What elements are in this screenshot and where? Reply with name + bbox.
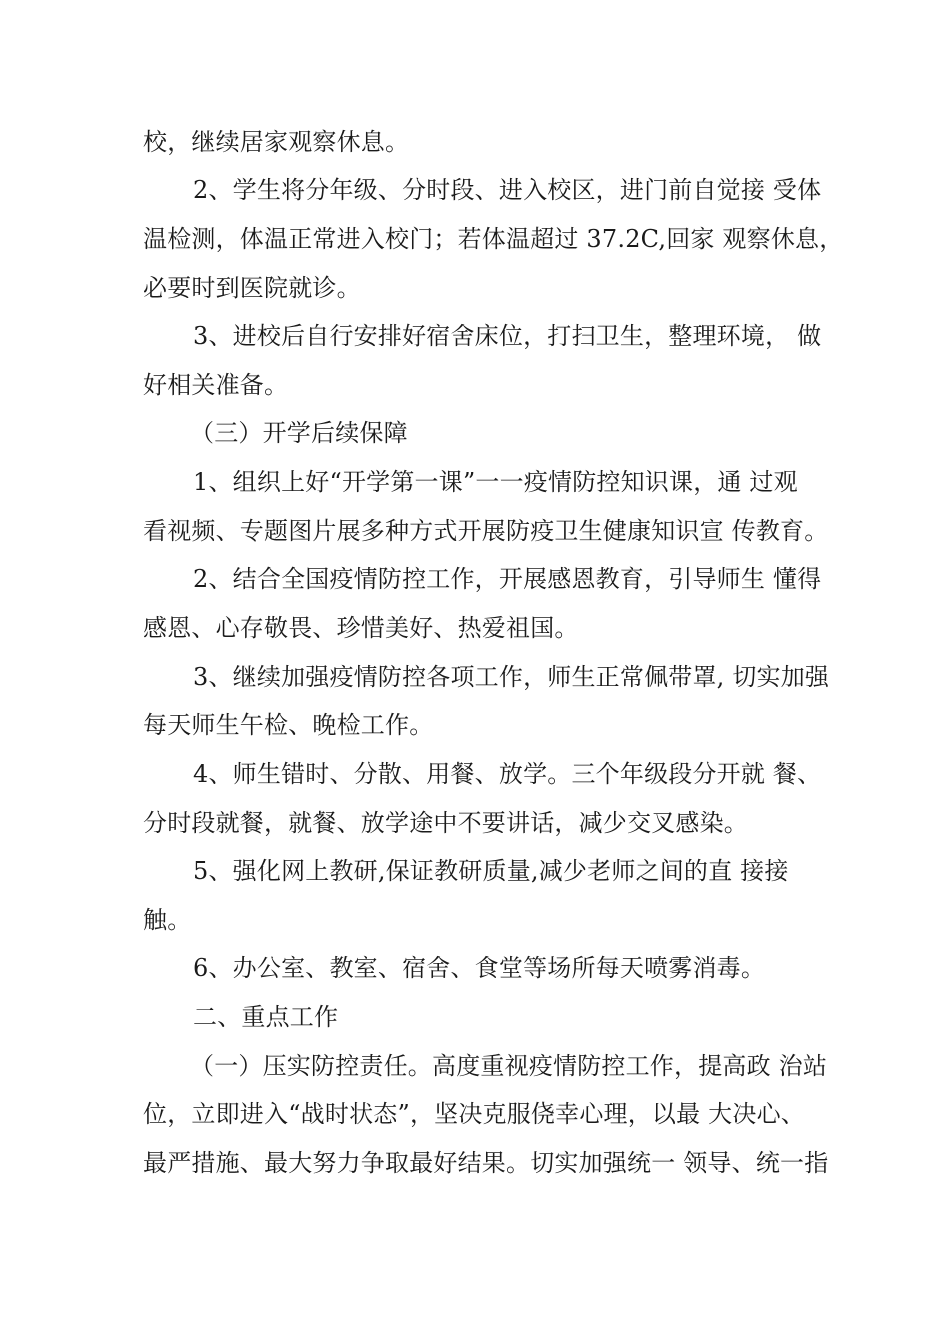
text-line: 感恩、心存敬畏、珍惜美好、热爱祖国。 <box>143 614 579 642</box>
text-line: 位，立即进入“战时状态”，坚决克服侥幸心理，以最 大决心、 <box>143 1100 805 1128</box>
text-line: 2、学生将分年级、分时段、进入校区，进门前自觉接 受体 <box>193 176 822 204</box>
text-line: 2、结合全国疫情防控工作，开展感恩教育，引导师生 懂得 <box>193 565 822 593</box>
text-line: （一）压实防控责任。高度重视疫情防控工作，提高政 治站 <box>190 1052 828 1080</box>
text-line: 看视频、专题图片展多种方式开展防疫卫生健康知识宣 传教育。 <box>143 517 829 545</box>
text-line: 最严措施、最大努力争取最好结果。切实加强统一 领导、统一指 <box>143 1149 829 1177</box>
text-line: 必要时到医院就诊。 <box>143 274 361 302</box>
text-line: 3、继续加强疫情防控各项工作，师生正常佩带罩, 切实加强 <box>193 663 830 691</box>
text-line: 1、组织上好“开学第一课”一一疫情防控知识课，通 过观 <box>193 468 798 496</box>
section-heading: （三）开学后续保障 <box>190 419 408 447</box>
text-line: 温检测，体温正常进入校门；若体温超过 37.2C,回家 观察休息， <box>143 225 844 253</box>
text-line: 每天师生午检、晚检工作。 <box>143 711 434 739</box>
text-line: 好相关准备。 <box>143 371 289 399</box>
section-heading: 二、重点工作 <box>193 1003 339 1031</box>
text-line: 3、进校后自行安排好宿舍床位，打扫卫生，整理环境， 做 <box>193 322 822 350</box>
text-line: 校，继续居家观察休息。 <box>143 128 410 156</box>
text-line: 分时段就餐，就餐、放学途中不要讲话，减少交叉感染。 <box>143 809 748 837</box>
text-line: 6、办公室、教室、宿舍、食堂等场所每天喷雾消毒。 <box>193 954 766 982</box>
text-line: 4、师生错时、分散、用餐、放学。三个年级段分开就 餐、 <box>193 760 822 788</box>
text-line: 触。 <box>143 906 192 934</box>
text-line: 5、强化网上教研,保证教研质量,减少老师之间的直 接接 <box>193 857 789 885</box>
